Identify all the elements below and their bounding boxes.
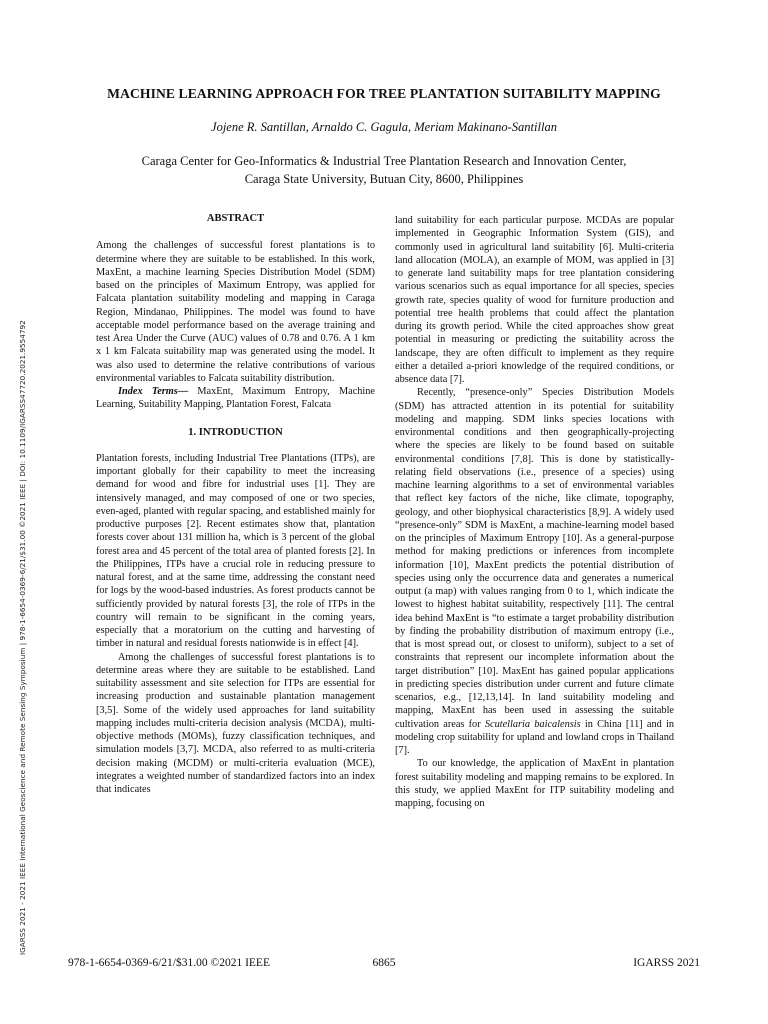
- intro-paragraph-5: To our knowledge, the application of MaxEnt in plantation forest suitability modeling and mapping remains to be explored. In this study, we applied MaxEnt for ITP suitability modeling and mapping, focusing on: [395, 758, 674, 809]
- doi-sidebar-text: IGARSS 2021 - 2021 IEEE International Geoscience and Remote Sensing Symposium | 978-1-6654-0369-6/21/$31.00 ©2021 IEEE | DOI: 10.1109/IGARSS47720.2021.9554792: [18, 320, 27, 955]
- left-column: [96, 212, 375, 796]
- introduction-heading: 1. INTRODUCTION: [188, 426, 283, 438]
- intro-paragraph-4: [395, 386, 674, 757]
- right-column: [395, 214, 674, 810]
- doi-sidebar: [8, 215, 28, 955]
- intro-paragraph-1: Plantation forests, including Industrial Tree Plantations (ITPs), are important globally for their capability to meet the increasing demand for wood and fibre for industrial uses [1]. They are intensively managed, and may composed of one or two species, even-aged, planted with regular spacing, and established mainly for productive purposes [2]. Recent estimates show that, plantation forests cover about 131 million ha, which is 3 percent of the global forest area and 45 percent of the total area of planted forests [2]. In the Philippines, ITPs have a crucial role in reducing pressure to natural forest, and at the same time, addressing the constant need for logs by the wood-based industries. As forest products cannot be sufficiently provided by natural forests [3], the role of ITPs in the country will remain to be significant in the coming years, especially that a moratorium on the cutting and harvesting of timber in natural and residual forests nationwide is in effect [4].: [96, 452, 375, 650]
- intro-paragraph-2: Among the challenges of successful forest plantations is to determine areas where they are suitable to be established. Land suitability assessment and site selection for ITPs are essential for increasing production and sustainable plantation management [3,5]. Some of the widely used approaches for land suitability mapping includes multi-criteria decision analysis (MCDA), multi-objective methods (MOMs), fuzzy classification techniques, and simulation models [3,7]. MCDA, also referred to as multi-criteria decision making (MCDM) or multi-criteria evaluation (MCE), integrates a weighted number of standardized factors into an index that indicates: [96, 651, 375, 795]
- index-terms: [96, 385, 375, 412]
- footer-page-number: 6865: [372, 957, 396, 969]
- footer-isbn: 978-1-6654-0369-6/21/$31.00 ©2021 IEEE: [68, 957, 270, 969]
- affiliation-line-1: Caraga Center for Geo-Informatics & Industrial Tree Plantation Research and Innovation Center,: [141, 154, 627, 168]
- paper-title: MACHINE LEARNING APPROACH FOR TREE PLANTATION SUITABILITY MAPPING: [107, 86, 661, 101]
- species-name: Scutellaria baicalensis: [484, 718, 581, 730]
- footer-conference: IGARSS 2021: [633, 957, 700, 969]
- intro-paragraph-4-text: Recently, “presence-only” Species Distribution Models (SDM) has attracted attention in its potential for suitability modeling and mapping. SDM links species locations with environmental conditions and then geographically-projecting where the species are likely to be found based on suitable environmental conditions [7,8]. This is done by statistically-relating field observations (i.e., presence of a species) using machine learning algorithms to a set of environmental variables that reflect key factors of the niche, like climate, topography, geology, and other biophysical characteristics [8,9]. A widely used “presence-only” SDM is MaxEnt, a machine-learning model based on the principles of Maximum Entropy [10]. As a general-purpose method for making predictions or inferences from incomplete information [10], MaxEnt predicts the potential distribution of species using only the occurrence data and generates a numerical output (a map) with values ranging from 0 to 1, which indicate the lowest to highest habitat suitability, respectively [11]. The central idea behind MaxEnt is “to estimate a target probability distribution by finding the probability distribution of maximum entropy (i.e., that is most spread out, or closest to uniform), subject to a set of constraints that represent our incomplete information about the target distribution” [10]. MaxEnt has gained popular applications in predicting species distribution under current and future climate scenarios, e.g., [12,13,14]. In land suitability modeling and mapping, MaxEnt has been used in assessing the suitable cultivation areas for: [395, 387, 674, 730]
- index-terms-label: Index Terms—: [118, 386, 189, 397]
- affiliation-line-2: Caraga State University, Butuan City, 8600, Philippines: [244, 172, 524, 186]
- author-list: Jojene R. Santillan, Arnaldo C. Gagula, Meriam Makinano-Santillan: [211, 120, 557, 134]
- intro-paragraph-4-tail: in China [11] and in modeling crop suitability for upland and lowland crops in Thailand [7].: [395, 718, 674, 756]
- abstract-heading: ABSTRACT: [206, 213, 265, 224]
- intro-paragraph-3: land suitability for each particular purpose. MCDAs are popular implemented in Geographic Information System (GIS), and commonly used in agricultural land suitability [6]. Multi-criteria land allocation (MOLA), an example of MOM, was applied in [3] to generate land suitability maps for tree plantation considering various scenarios such as equal importance for all species, species growth rate, species quality of wood for furniture production and potential tree health problems that could affect the plantation during its growth period. While the cited approaches show great potential in measuring or predicting the suitability across the landscape, they are often difficult to implement as they require either a detailed a-priori knowledge of the required conditions, or absence data [7].: [395, 215, 674, 385]
- abstract-text: Among the challenges of successful forest plantations is to determine where they are suitable to be established. In this work, MaxEnt, a machine learning Species Distribution Model (SDM) based on the principles of Maximum Entropy, was applied for Falcata plantation suitability modeling and mapping in Caraga Region, Mindanao, Philippines. The model was found to have acceptable model performance based on the average training and test Area Under the Curve (AUC) values of 0.78 and 0.76. A 1 km x 1 km Falcata suitability map was generated using the model. It was also used to determine the relative contributions of various environmental variables to Falcata suitability distribution.: [96, 240, 375, 384]
- index-terms-text: MaxEnt, Maximum Entropy, Machine Learning, Suitability Mapping, Plantation Forest, Falcata: [96, 386, 375, 411]
- affiliation: [0, 152, 768, 188]
